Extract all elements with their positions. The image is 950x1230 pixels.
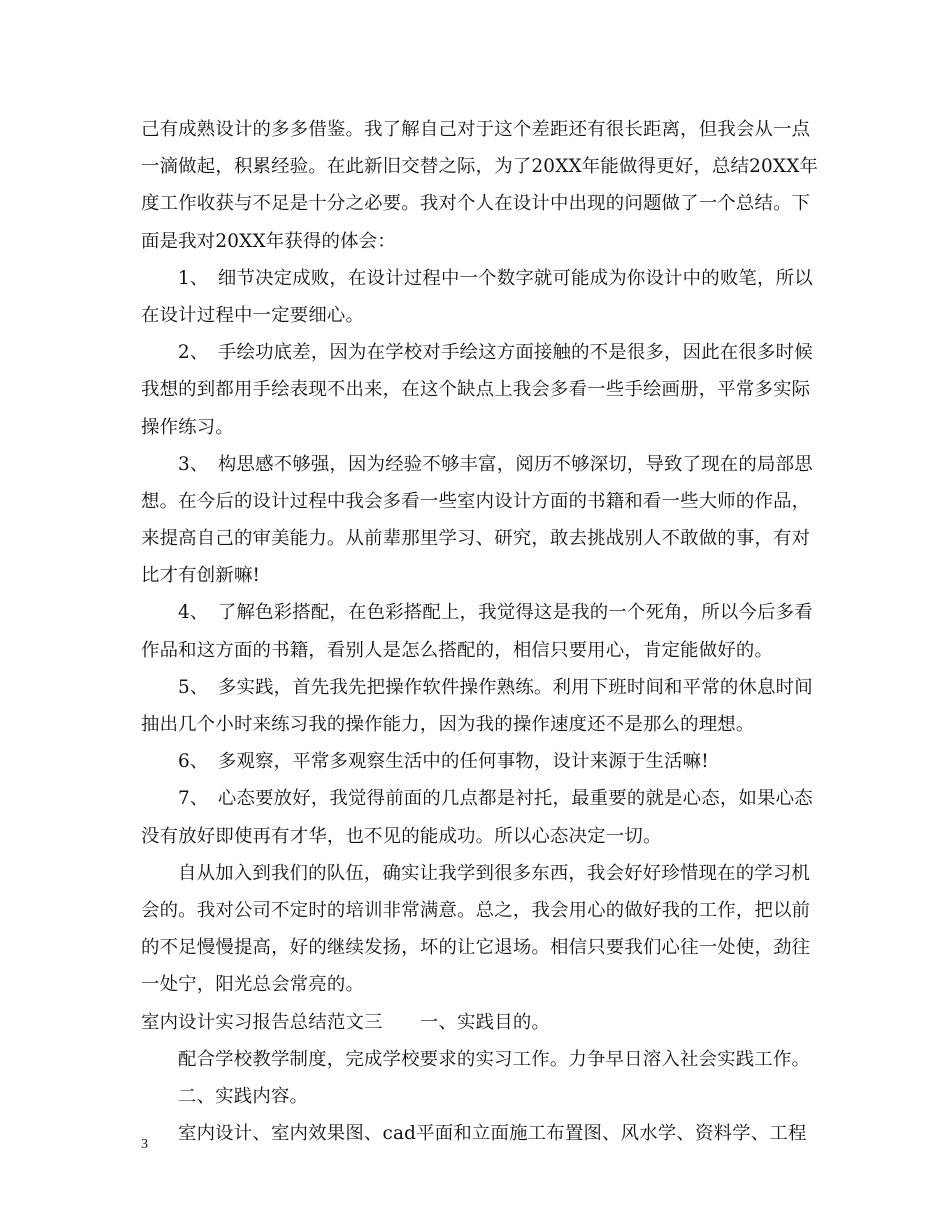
text-line: 3、 构思感不够强，因为经验不够丰富，阅历不够深切，导致了现在的局部思 [178,453,813,475]
text-line: 会的。我对公司不定时的培训非常满意。总之，我会用心的做好我的工作，把以前 [141,899,811,921]
text-line: 一处宁，阳光总会常亮的。 [141,974,365,996]
text-line: 比才有创新嘛! [141,565,261,587]
text-line: 4、 了解色彩搭配，在色彩搭配上，我觉得这是我的一个死角，所以今后多看 [178,602,813,624]
text-line: 操作练习。 [141,416,234,438]
text-line: 己有成熟设计的多多借鉴。我了解自己对于这个差距还有很长距离，但我会从一点 [141,119,811,140]
text-line: 的不足慢慢提高，好的继续发扬，坏的让它退场。相信只要我们心往一处使，劲往 [141,937,811,959]
text-line: 室内设计实习报告总结范文三 一、实践目的。 [141,1011,550,1033]
text-line: 6、 多观察，平常多观察生活中的任何事物，设计来源于生活嘛! [178,751,709,773]
text-line: 在设计过程中一定要细心。 [141,304,365,326]
text-line: 2、 手绘功底差，因为在学校对手绘这方面接触的不是很多，因此在很多时候 [178,342,813,364]
text-line: 5、 多实践，首先我先把操作软件操作熟练。利用下班时间和平常的休息时间 [178,676,813,698]
text-line: 1、 细节决定成败，在设计过程中一个数字就可能成为你设计中的败笔，所以 [178,267,813,289]
body-text [141,111,819,1152]
text-line: 二、实践内容。 [178,1085,309,1107]
text-line: 室内设计、室内效果图、cad平面和立面施工布置图、风水学、资料学、工程 [178,1123,807,1145]
text-line: 一滴做起，积累经验。在此新旧交替之际，为了20XX年能做得更好，总结20XX年 [141,156,819,178]
text-line: 度工作收获与不足是十分之必要。我对个人在设计中出现的问题做了一个总结。下 [141,193,811,215]
page-number: 3 [141,1137,148,1152]
text-line: 作品和这方面的书籍，看别人是怎么搭配的，相信只要用心，肯定能做好的。 [141,639,774,661]
text-line: 7、 心态要放好，我觉得前面的几点都是衬托，最重要的就是心态，如果心态 [178,788,813,810]
text-line: 来提高自己的审美能力。从前辈那里学习、研究，敢去挑战别人不敢做的事，有对 [141,528,811,550]
text-line: 配合学校教学制度，完成学校要求的实习工作。力争早日溶入社会实践工作。 [178,1048,811,1070]
text-line: 面是我对20XX年获得的体会： [141,230,396,252]
text-line: 没有放好即使再有才华，也不见的能成功。所以心态决定一切。 [141,825,662,847]
text-line: 我想的到都用手绘表现不出来，在这个缺点上我会多看一些手绘画册，平常多实际 [141,379,811,401]
text-line: 抽出几个小时来练习我的操作能力，因为我的操作速度还不是那么的理想。 [141,714,755,735]
text-line: 想。在今后的设计过程中我会多看一些室内设计方面的书籍和看一些大师的作品， [141,490,811,512]
text-line: 自从加入到我们的队伍，确实让我学到很多东西，我会好好珍惜现在的学习机 [178,862,811,884]
